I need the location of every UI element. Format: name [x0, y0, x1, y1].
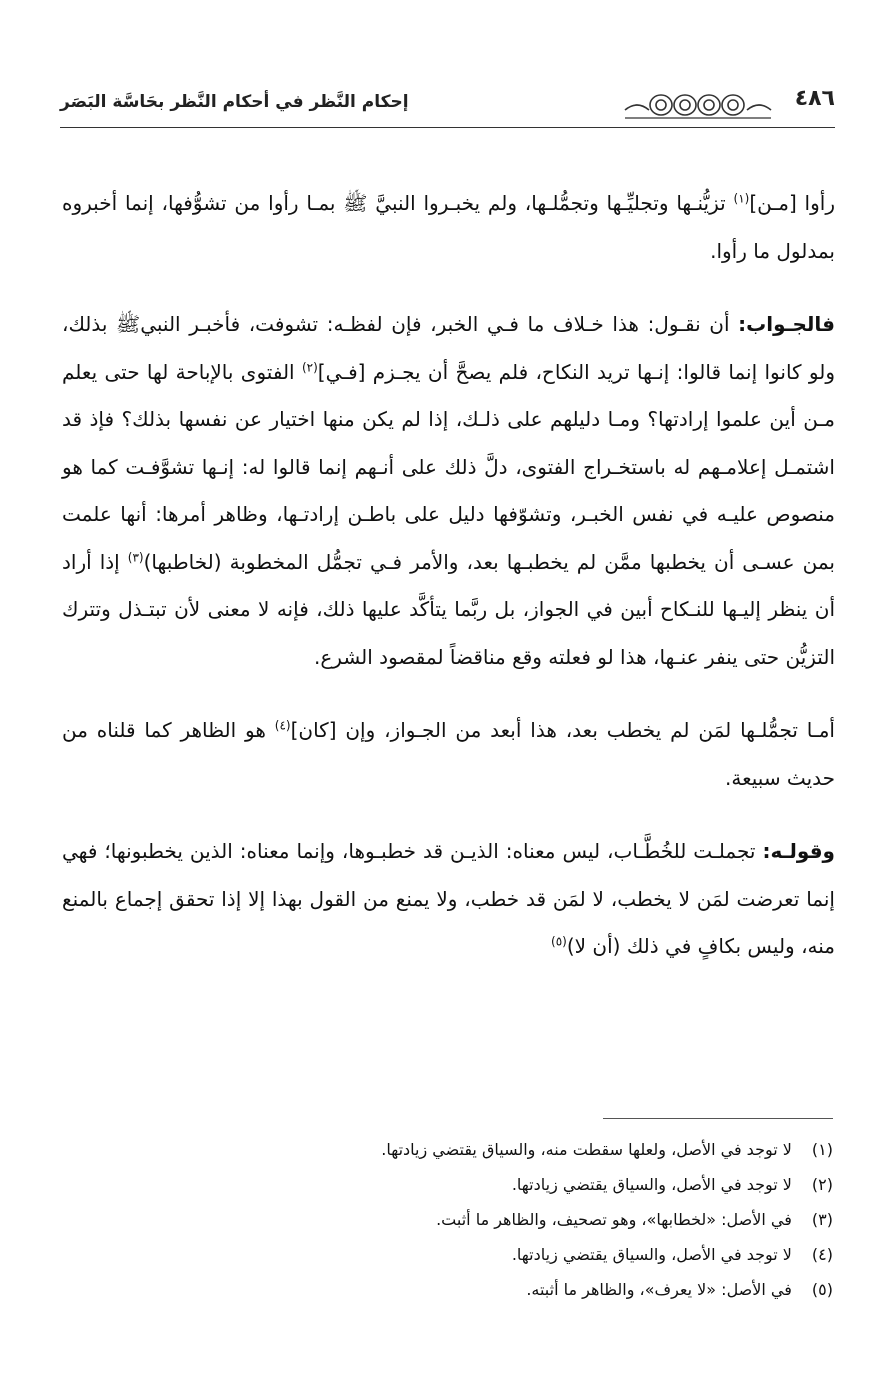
footnote-ref-1: (١) — [733, 191, 750, 206]
footnote — [133, 1272, 833, 1307]
header-rule — [60, 127, 835, 128]
main-text — [62, 180, 835, 971]
lead-word: فالجـواب: — [738, 312, 835, 336]
footnote-text: في الأصل: «لخطابها»، وهو تصحيف، والظاهر ما أثبت. — [436, 1210, 792, 1229]
page-header — [60, 80, 835, 130]
text-run: إذا أراد أن ينظر إليـها للنـكاح أبين في الجواز، بل ربَّما يتأكَّد عليها ذلك، فإنه لا معنى لأن تبتـذل وتترك التزيُّن حتى ينفر عنـها، هذا لو فعلته وقع مناقضاً لمقصود الشرع. — [62, 549, 835, 669]
text-run: الفتوى بالإباحة لها حتى يعلم مـن أين علموا إرادتها؟ ومـا دليلهم على ذلـك، إذا لم يكن منها اختيار عن نفسها بذلك؟ فإذ قد اشتمـل إعلامـهم له باستخـراج الفتوى، دلَّ ذلك على أنـهم إنما قالوا له: إنـها تشوَّفـت كما هو منصوص عليـه في نفس الخبـر، وتشوّفها دليل على باطـن إرادتـها، وظاهر أمرها: أنها علمت بمن عسـى أن يخطبها ممَّن لم يخطبـها بعد، والأمر فـي تجمُّل المخطوبة (لخاطبها) — [62, 359, 835, 574]
text-run: تزيُّنـها وتجليِّـها وتجمُّلـها، ولم يخبـروا النبيَّ ﷺ بمـا رأوا من تشوُّفها، إنما أخبروه بمدلول ما رأوا. — [62, 191, 835, 263]
footnote-number: (٢) — [811, 1175, 833, 1194]
footnote-text: في الأصل: «لا يعرف»، والظاهر ما أثبته. — [526, 1280, 792, 1299]
paragraph-3 — [62, 707, 835, 802]
footnote-ref-5: (٥) — [551, 934, 567, 949]
footnote-ref-2: (٢) — [301, 359, 318, 374]
paragraph-4 — [62, 828, 835, 971]
footnote-text: لا توجد في الأصل، والسياق يقتضي زيادتها. — [511, 1245, 792, 1264]
footnote-number: (٣) — [811, 1210, 833, 1229]
text-run: أمـا تجمُّلـها لمَن لم يخطب بعد، هذا أبعد من الجـواز، وإن [كان] — [290, 718, 835, 742]
text-run: أن نقـول: هذا خـلاف ما فـي الخبر، فإن لفظـه: تشوفت، فأخبـر النبيﷺ بذلك، ولو كانوا إنما قالوا: إنـها تريد النكاح، فلم يصحَّ أن يجـزم [فـي] — [62, 312, 835, 384]
running-title: إحكام النَّظر في أحكام النَّظر بحَاسَّة البَصَر — [60, 92, 409, 112]
footnote-text: لا توجد في الأصل، والسياق يقتضي زيادتها. — [511, 1175, 792, 1194]
paragraph-1 — [62, 180, 835, 275]
text-run: هو الظاهر كما قلناه من حديث سبيعة. — [62, 718, 835, 790]
lead-word: وقولـه: — [762, 839, 835, 863]
footnote — [133, 1202, 833, 1237]
footnote-number: (١) — [811, 1140, 833, 1159]
footnotes — [133, 1132, 833, 1307]
footnote-number: (٤) — [811, 1245, 833, 1264]
text-run: تجملـت للخُطَّـاب، ليس معناه: الذيـن قد خطبـوها، وإنما معناه: الذين يخطبونها؛ فهي إنما تعرضت لمَن لا يخطب، لا لمَن قد خطب، ولا يمنع من القول بهذا إلا إذا تحقق إجماع بالمنع منه، وليس بكافٍ في ذلك (أن لا) — [62, 839, 835, 958]
footnote — [133, 1167, 833, 1202]
footnote-ref-3: (٣) — [127, 549, 144, 564]
footnote — [133, 1237, 833, 1272]
page-number: ٤٨٦ — [794, 86, 835, 111]
footnote-ref-4: (٤) — [274, 718, 291, 733]
footnote-text: لا توجد في الأصل، ولعلها سقطت منه، والسياق يقتضي زيادتها. — [381, 1140, 792, 1159]
footnote-rule — [603, 1118, 833, 1119]
text-run: رأوا [مـن] — [749, 191, 835, 215]
paragraph-2 — [62, 301, 835, 681]
footnote-number: (٥) — [811, 1280, 833, 1299]
footnote — [133, 1132, 833, 1167]
ornament-icon — [623, 88, 773, 122]
